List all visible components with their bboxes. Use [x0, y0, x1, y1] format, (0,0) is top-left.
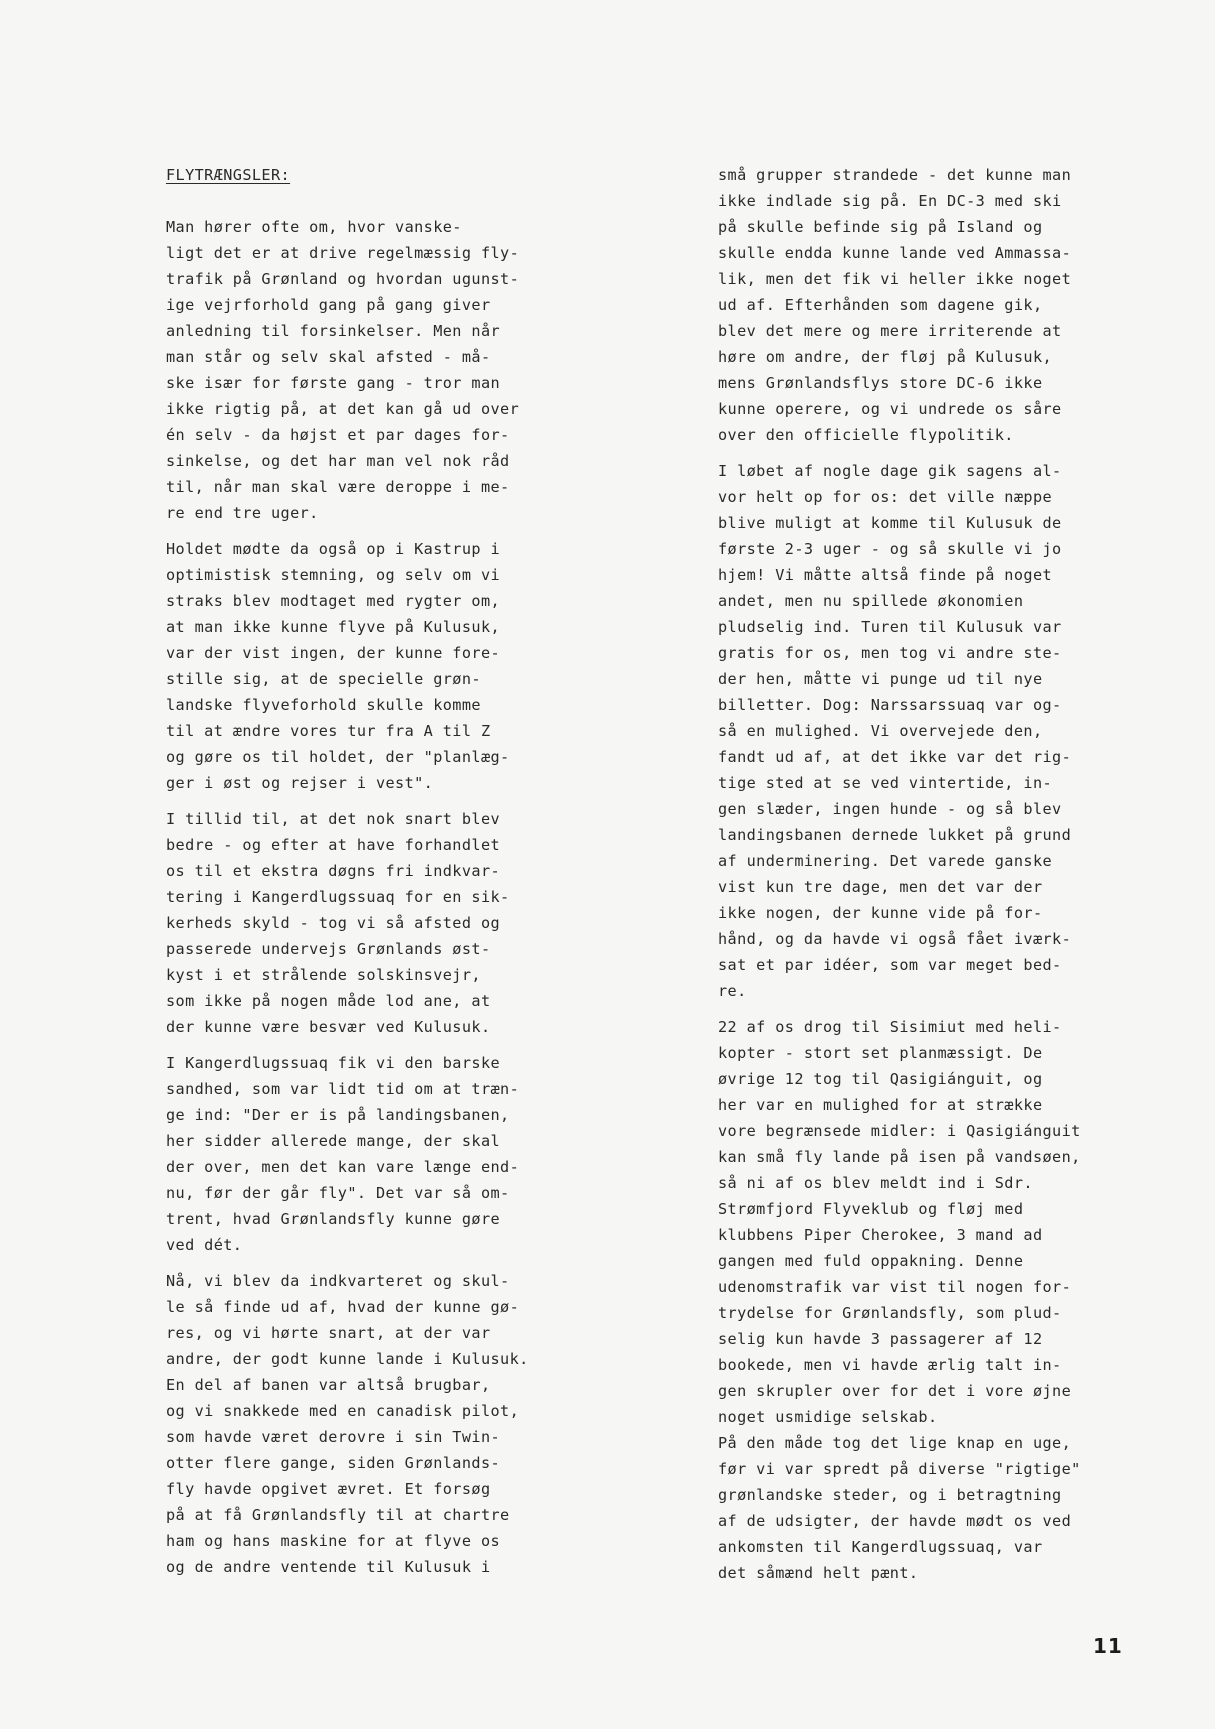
text-line: res, og vi hørte snart, at der var: [166, 1324, 491, 1342]
text-line: bookede, men vi havde ærlig talt in-: [718, 1356, 1062, 1374]
text-line: udenomstrafik var vist til nogen for-: [718, 1278, 1072, 1296]
text-line: trydelse for Grønlandsfly, som plud-: [718, 1304, 1062, 1322]
text-line: på at få Grønlandsfly til at chartre: [166, 1506, 510, 1524]
paragraph: [166, 536, 566, 796]
text-line: På den måde tog det lige knap en uge,: [718, 1434, 1072, 1452]
text-line: sandhed, som var lidt tid om at træn-: [166, 1080, 520, 1098]
text-line: Strømfjord Flyveklub og fløj med: [718, 1200, 1024, 1218]
text-line: første 2-3 uger - og så skulle vi jo: [718, 540, 1062, 558]
text-line: re end tre uger.: [166, 504, 319, 522]
text-line: ikke nogen, der kunne vide på for-: [718, 904, 1043, 922]
text-line: mens Grønlandsflys store DC-6 ikke: [718, 374, 1043, 392]
text-line: af underminering. Det varede ganske: [718, 852, 1053, 870]
text-line: lik, men det fik vi heller ikke noget: [718, 270, 1072, 288]
text-line: gen skrupler over for det i vore øjne: [718, 1382, 1072, 1400]
text-line: før vi var spredt på diverse "rigtige": [718, 1460, 1081, 1478]
text-line: der kunne være besvær ved Kulusuk.: [166, 1018, 491, 1036]
text-line: her sidder allerede mange, der skal: [166, 1132, 501, 1150]
paragraph: [718, 458, 1118, 1004]
paragraph: [166, 1050, 566, 1258]
paragraph: [166, 214, 566, 526]
text-line: klubbens Piper Cherokee, 3 mand ad: [718, 1226, 1043, 1244]
text-line: fly havde opgivet ævret. Et forsøg: [166, 1480, 491, 1498]
text-line: trafik på Grønland og hvordan ugunst-: [166, 270, 520, 288]
text-line: tige sted at se ved vintertide, in-: [718, 774, 1053, 792]
text-line: ge ind: "Der er is på landingsbanen,: [166, 1106, 510, 1124]
paragraph: [718, 1014, 1118, 1430]
article-heading: FLYTRÆNGSLER:: [166, 166, 291, 184]
text-line: I Kangerdlugssuaq fik vi den barske: [166, 1054, 501, 1072]
text-line: her var en mulighed for at strække: [718, 1096, 1043, 1114]
text-line: skulle endda kunne lande ved Ammassa-: [718, 244, 1072, 262]
text-line: blive muligt at komme til Kulusuk de: [718, 514, 1062, 532]
text-line: I løbet af nogle dage gik sagens al-: [718, 462, 1062, 480]
paragraph: [718, 1430, 1118, 1586]
text-line: som ikke på nogen måde lod ane, at: [166, 992, 491, 1010]
text-line: kerheds skyld - tog vi så afsted og: [166, 914, 501, 932]
text-line: ikke indlade sig på. En DC-3 med ski: [718, 192, 1062, 210]
left-column: [166, 162, 566, 1590]
text-line: ved dét.: [166, 1236, 243, 1254]
text-line: som havde været derovre i sin Twin-: [166, 1428, 501, 1446]
text-line: ske især for første gang - tror man: [166, 374, 501, 392]
text-line: gen slæder, ingen hunde - og så blev: [718, 800, 1062, 818]
text-line: Nå, vi blev da indkvarteret og skul-: [166, 1272, 510, 1290]
text-line: ankomsten til Kangerdlugssuaq, var: [718, 1538, 1043, 1556]
text-line: kunne operere, og vi undrede os såre: [718, 400, 1062, 418]
text-line: trent, hvad Grønlandsfly kunne gøre: [166, 1210, 501, 1228]
text-line: til, når man skal være deroppe i me-: [166, 478, 510, 496]
text-line: man står og selv skal afsted - må-: [166, 348, 491, 366]
text-line: så ni af os blev meldt ind i Sdr.: [718, 1174, 1033, 1192]
text-line: noget usmidige selskab.: [718, 1408, 938, 1426]
right-column: [718, 162, 1118, 1596]
text-line: I tillid til, at det nok snart blev: [166, 810, 501, 828]
text-line: blev det mere og mere irriterende at: [718, 322, 1062, 340]
left-column-body: [166, 214, 566, 1580]
text-line: Holdet mødte da også op i Kastrup i: [166, 540, 501, 558]
text-line: bedre - og efter at have forhandlet: [166, 836, 501, 854]
text-line: det såmænd helt pænt.: [718, 1564, 919, 1582]
text-line: ham og hans maskine for at flyve os: [166, 1532, 501, 1550]
text-line: var der vist ingen, der kunne fore-: [166, 644, 501, 662]
text-line: ligt det er at drive regelmæssig fly-: [166, 244, 520, 262]
text-line: ikke rigtig på, at det kan gå ud over: [166, 400, 520, 418]
text-line: Man hører ofte om, hvor vanske-: [166, 218, 462, 236]
text-line: kyst i et strålende solskinsvejr,: [166, 966, 481, 984]
text-line: anledning til forsinkelser. Men når: [166, 322, 501, 340]
text-line: så en mulighed. Vi overvejede den,: [718, 722, 1043, 740]
text-line: til at ændre vores tur fra A til Z: [166, 722, 491, 740]
text-line: høre om andre, der fløj på Kulusuk,: [718, 348, 1053, 366]
text-line: selig kun havde 3 passagerer af 12: [718, 1330, 1043, 1348]
text-line: og de andre ventende til Kulusuk i: [166, 1558, 491, 1576]
text-line: øvrige 12 tog til Qasigiánguit, og: [718, 1070, 1043, 1088]
text-line: vore begrænsede midler: i Qasigiánguit: [718, 1122, 1081, 1140]
text-line: os til et ekstra døgns fri indkvar-: [166, 862, 501, 880]
text-line: gangen med fuld oppakning. Denne: [718, 1252, 1024, 1270]
text-line: ud af. Efterhånden som dagene gik,: [718, 296, 1043, 314]
text-line: på skulle befinde sig på Island og: [718, 218, 1043, 236]
text-line: over den officielle flypolitik.: [718, 426, 1014, 444]
text-line: otter flere gange, siden Grønlands-: [166, 1454, 501, 1472]
text-line: og vi snakkede med en canadisk pilot,: [166, 1402, 520, 1420]
text-line: optimistisk stemning, og selv om vi: [166, 566, 501, 584]
text-line: andre, der godt kunne lande i Kulusuk.: [166, 1350, 529, 1368]
text-line: En del af banen var altså brugbar,: [166, 1376, 491, 1394]
text-line: le så finde ud af, hvad der kunne gø-: [166, 1298, 520, 1316]
paragraph: [166, 806, 566, 1040]
text-line: vor helt op for os: det ville næppe: [718, 488, 1053, 506]
text-line: ige vejrforhold gang på gang giver: [166, 296, 491, 314]
text-line: ger i øst og rejser i vest".: [166, 774, 434, 792]
text-line: gratis for os, men tog vi andre ste-: [718, 644, 1062, 662]
text-line: og gøre os til holdet, der "planlæg-: [166, 748, 510, 766]
text-line: at man ikke kunne flyve på Kulusuk,: [166, 618, 501, 636]
text-line: nu, før der går fly". Det var så om-: [166, 1184, 510, 1202]
text-line: der hen, måtte vi punge ud til nye: [718, 670, 1043, 688]
text-line: hånd, og da havde vi også fået iværk-: [718, 930, 1072, 948]
text-line: stille sig, at de specielle grøn-: [166, 670, 481, 688]
text-line: tering i Kangerdlugssuaq for en sik-: [166, 888, 510, 906]
text-line: af de udsigter, der havde mødt os ved: [718, 1512, 1072, 1530]
text-line: landingsbanen dernede lukket på grund: [718, 826, 1072, 844]
page-number: 11: [1093, 1634, 1123, 1658]
text-line: hjem! Vi måtte altså finde på noget: [718, 566, 1053, 584]
paragraph: [718, 162, 1118, 448]
text-line: fandt ud af, at det ikke var det rig-: [718, 748, 1072, 766]
text-line: kopter - stort set planmæssigt. De: [718, 1044, 1043, 1062]
text-line: små grupper strandede - det kunne man: [718, 166, 1072, 184]
right-column-body: [718, 162, 1118, 1586]
text-line: 22 af os drog til Sisimiut med heli-: [718, 1018, 1062, 1036]
paragraph: [166, 1268, 566, 1580]
text-line: én selv - da højst et par dages for-: [166, 426, 510, 444]
text-line: landske flyveforhold skulle komme: [166, 696, 481, 714]
text-line: passerede undervejs Grønlands øst-: [166, 940, 491, 958]
text-line: billetter. Dog: Narssarssuaq var og-: [718, 696, 1062, 714]
text-line: vist kun tre dage, men det var der: [718, 878, 1043, 896]
text-line: sinkelse, og det har man vel nok råd: [166, 452, 510, 470]
text-line: kan små fly lande på isen på vandsøen,: [718, 1148, 1081, 1166]
text-line: andet, men nu spillede økonomien: [718, 592, 1024, 610]
text-line: re.: [718, 982, 747, 1000]
text-line: der over, men det kan vare længe end-: [166, 1158, 520, 1176]
text-line: pludselig ind. Turen til Kulusuk var: [718, 618, 1062, 636]
text-line: sat et par idéer, som var meget bed-: [718, 956, 1062, 974]
text-line: grønlandske steder, og i betragtning: [718, 1486, 1062, 1504]
text-line: straks blev modtaget med rygter om,: [166, 592, 501, 610]
